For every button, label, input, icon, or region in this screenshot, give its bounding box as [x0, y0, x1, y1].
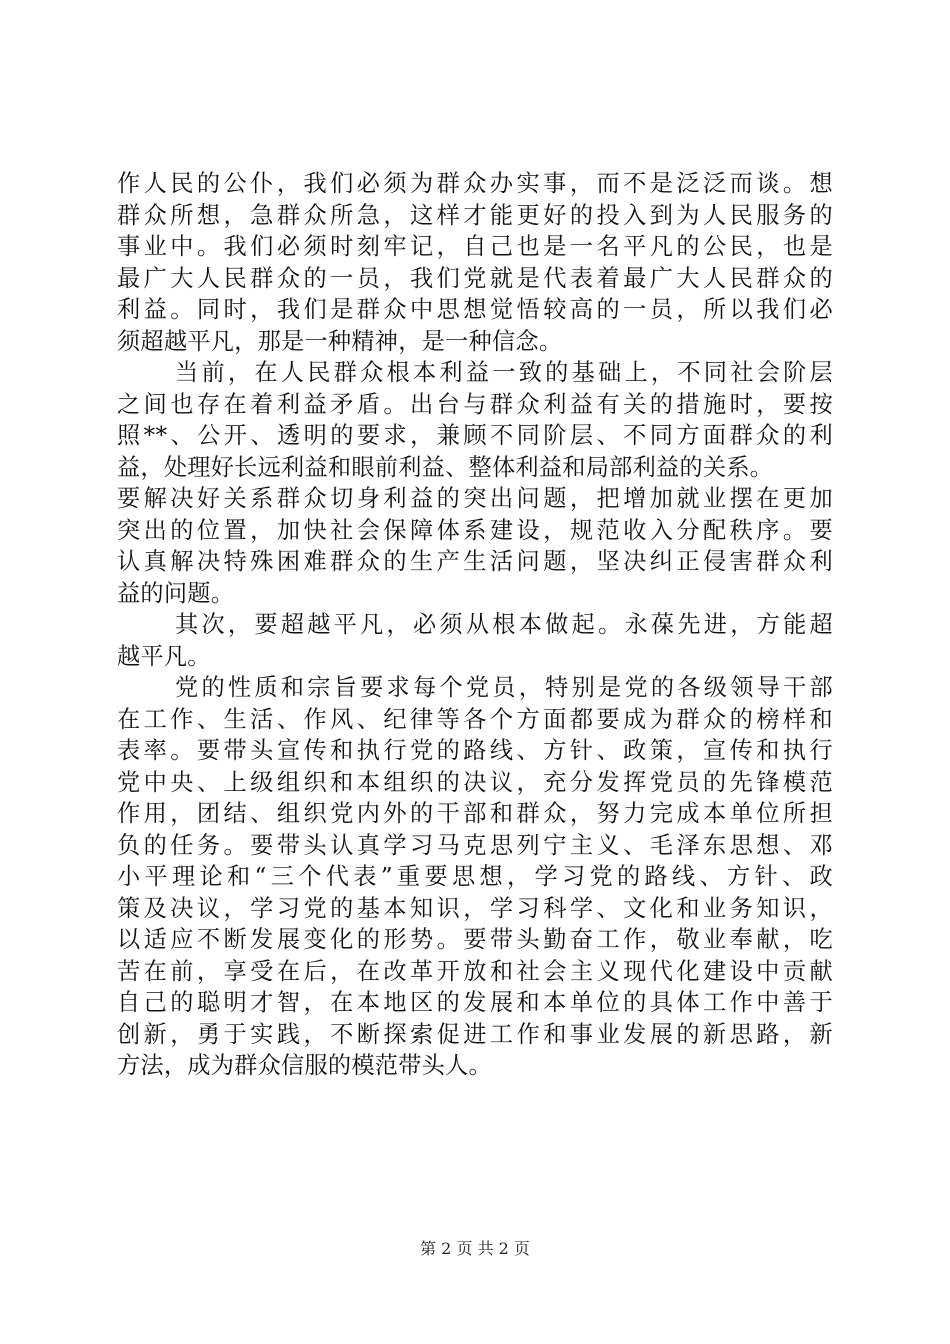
text-line: 当前，在人民群众根本利益一致的基础上，不同社会阶层	[175, 359, 833, 386]
text-line: 作用，团结、组织党内外的干部和群众，努力完成本单位所担	[117, 800, 833, 827]
text-line: 之间也存在着利益矛盾。出台与群众利益有关的措施时，要按	[117, 390, 833, 418]
text-line: 表率。要带头宣传和执行党的路线、方针、政策，宣传和执行	[117, 737, 833, 764]
text-line: 最广大人民群众的一员，我们党就是代表着最广大人民群众的	[117, 264, 833, 292]
text-line: 事业中。我们必须时刻牢记，自己也是一名平凡的公民，也是	[117, 233, 833, 260]
text-line: 在工作、生活、作风、纪律等各个方面都要成为群众的榜样和	[117, 705, 833, 733]
text-line: 策及决议，学习党的基本知识，学习科学、文化和业务知识，	[117, 894, 833, 922]
text-line: 苦在前，享受在后，在改革开放和社会主义现代化建设中贡献	[117, 957, 833, 985]
text-line: 越平凡。	[117, 642, 211, 670]
text-line: 照**、公开、透明的要求，兼顾不同阶层、不同方面群众的利	[117, 422, 833, 449]
text-line: 利益。同时，我们是群众中思想觉悟较高的一员，所以我们必	[117, 296, 833, 323]
text-line: 党中央、上级组织和本组织的决议，充分发挥党员的先锋模范	[117, 768, 833, 796]
text-line: 益，处理好长远利益和眼前利益、整体利益和局部利益的关系。	[117, 453, 774, 481]
body-text	[117, 168, 833, 1082]
text-line: 认真解决特殊困难群众的生产生活问题，坚决纠正侵害群众利	[117, 548, 833, 575]
text-line: 党的性质和宗旨要求每个党员，特别是党的各级领导干部	[175, 674, 833, 701]
text-line: 突出的位置，加快社会保障体系建设，规范收入分配秩序。要	[117, 516, 833, 544]
text-line: 益的问题。	[117, 579, 235, 607]
text-line: 小平理论和“三个代表”重要思想，学习党的路线、方针、政	[117, 863, 833, 890]
text-line: 群众所想，急群众所急，这样才能更好的投入到为人民服务的	[117, 201, 833, 229]
text-line: 要解决好关系群众切身利益的突出问题，把增加就业摆在更加	[117, 485, 833, 512]
text-line: 以适应不断发展变化的形势。要带头勤奋工作，敬业奉献，吃	[117, 926, 833, 953]
text-line: 须超越平凡，那是一种精神，是一种信念。	[117, 327, 563, 355]
text-line: 负的任务。要带头认真学习马克思列宁主义、毛泽东思想、邓	[117, 831, 833, 859]
page-footer: 第 2 页 共 2 页	[420, 1239, 530, 1258]
text-line: 方法，成为群众信服的模范带头人。	[117, 1052, 492, 1079]
text-line: 作人民的公仆，我们必须为群众办实事，而不是泛泛而谈。想	[117, 170, 833, 197]
text-line: 创新，勇于实践，不断探索促进工作和事业发展的新思路，新	[117, 1020, 833, 1048]
text-line: 自己的聪明才智，在本地区的发展和本单位的具体工作中善于	[117, 989, 833, 1016]
text-line: 其次，要超越平凡，必须从根本做起。永葆先进，方能超	[175, 611, 833, 638]
